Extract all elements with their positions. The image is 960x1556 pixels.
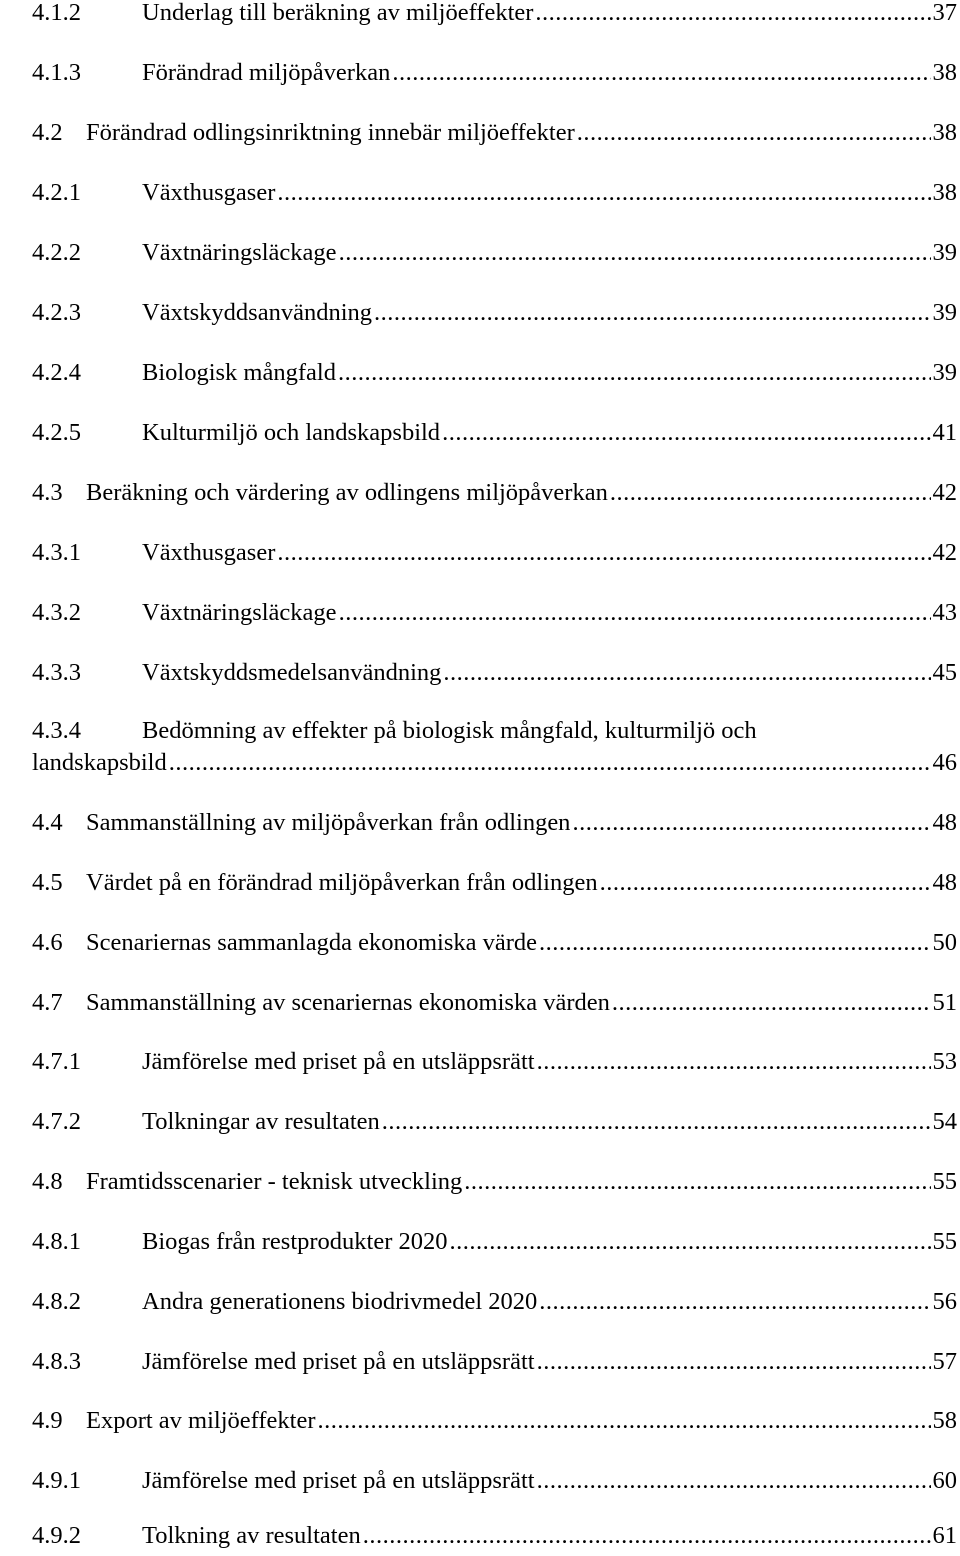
- toc-title: Export av miljöeffekter: [86, 1407, 316, 1434]
- toc-number: 4.9: [32, 1407, 63, 1434]
- toc-entry-4-8-3[interactable]: [0, 1344, 960, 1380]
- toc-leader: [610, 475, 931, 511]
- toc-number: 4.2.3: [32, 299, 81, 326]
- toc-leader: [572, 805, 930, 841]
- toc-leader: [612, 985, 931, 1021]
- toc-page-number: 51: [932, 989, 957, 1016]
- toc-page-number: 39: [932, 359, 957, 386]
- toc-title: Sammanställning av scenariernas ekonomiska värden: [86, 989, 610, 1016]
- toc-page-number: 38: [932, 179, 957, 206]
- toc-title: Jämförelse med priset på en utsläppsrätt: [142, 1348, 535, 1375]
- toc-leader: [537, 1463, 931, 1499]
- toc-title: Växtnäringsläckage: [142, 599, 337, 626]
- toc-leader: [374, 295, 931, 331]
- toc-title: Förändrad odlingsinriktning innebär miljöeffekter: [86, 119, 575, 146]
- toc-leader: [277, 535, 930, 571]
- toc-number: 4.7: [32, 989, 63, 1016]
- toc-number: 4.4: [32, 809, 63, 836]
- toc-entry-4-9-1[interactable]: [0, 1463, 960, 1499]
- toc-number: 4.8.1: [32, 1228, 81, 1255]
- toc-leader: [363, 1518, 931, 1554]
- toc-title: Kulturmiljö och landskapsbild: [142, 419, 441, 446]
- toc-leader: [443, 655, 930, 691]
- toc-entry-4-2-1[interactable]: [0, 175, 960, 211]
- toc-entry-4-8-2[interactable]: [0, 1284, 960, 1320]
- toc-page-number: 46: [932, 749, 957, 776]
- toc-entry-4-7-1[interactable]: [0, 1044, 960, 1080]
- toc-number: 4.2.1: [32, 179, 81, 206]
- toc-entry-4-2-5[interactable]: [0, 415, 960, 451]
- toc-title: Andra generationens biodrivmedel 2020: [142, 1288, 538, 1315]
- toc-entry-4-9-2[interactable]: [0, 1518, 960, 1554]
- toc-entry-4-7-2[interactable]: [0, 1104, 960, 1140]
- toc-number: 4.5: [32, 869, 63, 896]
- toc-number: 4.9.1: [32, 1467, 81, 1494]
- toc-page-number: 48: [932, 869, 957, 896]
- toc-number: 4.6: [32, 929, 63, 956]
- toc-page-number: 57: [932, 1348, 957, 1375]
- toc-entry-4-3-1[interactable]: [0, 535, 960, 571]
- toc-page-number: 39: [932, 299, 957, 326]
- toc-number: 4.2: [32, 119, 63, 146]
- toc-leader: [464, 1164, 930, 1200]
- toc-title: Jämförelse med priset på en utsläppsrätt: [142, 1467, 535, 1494]
- toc-page-number: 58: [932, 1407, 957, 1434]
- toc-page-number: 48: [932, 809, 957, 836]
- toc-entry-4-5[interactable]: [0, 865, 960, 901]
- toc-title: Jämförelse med priset på en utsläppsrätt: [142, 1048, 535, 1075]
- toc-leader: [535, 0, 930, 31]
- toc-page-number: 37: [932, 0, 957, 26]
- toc-leader: [339, 235, 931, 271]
- toc-leader: [169, 745, 931, 781]
- toc-page-number: 43: [932, 599, 957, 626]
- toc-leader: [600, 865, 931, 901]
- toc-page-number: 61: [932, 1522, 957, 1549]
- toc-number: 4.2.2: [32, 239, 81, 266]
- toc-page-number: 38: [932, 59, 957, 86]
- toc-leader: [277, 175, 930, 211]
- toc-leader: [442, 415, 930, 451]
- toc-title: Sammanställning av miljöpåverkan från odlingen: [86, 809, 571, 836]
- toc-title: Tolkningar av resultaten: [142, 1108, 380, 1135]
- toc-title: Underlag till beräkning av miljöeffekter: [142, 0, 534, 26]
- toc-entry-4-1-2[interactable]: [0, 0, 960, 31]
- toc-number: 4.8.3: [32, 1348, 81, 1375]
- toc-entry-4-2-2[interactable]: [0, 235, 960, 271]
- toc-number: 4.2.5: [32, 419, 81, 446]
- toc-title: Tolkning av resultaten: [142, 1522, 361, 1549]
- toc-leader: [539, 925, 930, 961]
- toc-leader: [338, 355, 931, 391]
- toc-title: Biologisk mångfald: [142, 359, 336, 386]
- toc-entry-4-2-3[interactable]: [0, 295, 960, 331]
- toc-number: 4.7.2: [32, 1108, 81, 1135]
- toc-title: Biogas från restprodukter 2020: [142, 1228, 448, 1255]
- toc-number: 4.3.2: [32, 599, 81, 626]
- toc-number: 4.1.2: [32, 0, 81, 26]
- toc-title: Förändrad miljöpåverkan: [142, 59, 391, 86]
- toc-title: Växtskyddsanvändning: [142, 299, 372, 326]
- toc-title: Värdet på en förändrad miljöpåverkan från odlingen: [86, 869, 598, 896]
- toc-number: 4.9.2: [32, 1522, 81, 1549]
- toc-entry-4-3-3[interactable]: [0, 655, 960, 691]
- toc-title-line1: Bedömning av effekter på biologisk mångfald, kulturmiljö och: [142, 717, 757, 744]
- toc-page-number: 56: [932, 1288, 957, 1315]
- toc-number: 4.3: [32, 479, 63, 506]
- toc-number: 4.7.1: [32, 1048, 81, 1075]
- toc-entry-4-4[interactable]: [0, 805, 960, 841]
- toc-number: 4.1.3: [32, 59, 81, 86]
- toc-leader: [382, 1104, 931, 1140]
- toc-title: Växthusgaser: [142, 179, 276, 206]
- toc-number: 4.3.4: [32, 717, 81, 744]
- toc-page-number: 39: [932, 239, 957, 266]
- toc-entry-4-6[interactable]: [0, 925, 960, 961]
- toc-entry-4-1-3[interactable]: [0, 55, 960, 91]
- toc-title-line2: landskapsbild: [32, 749, 167, 776]
- toc-entry-4-2-4[interactable]: [0, 355, 960, 391]
- toc-leader: [392, 55, 930, 91]
- toc-page-number: 42: [932, 479, 957, 506]
- toc-page-number: 53: [932, 1048, 957, 1075]
- toc-entry-4-8[interactable]: [0, 1164, 960, 1200]
- toc-entry-4-8-1[interactable]: [0, 1224, 960, 1260]
- toc-entry-4-2[interactable]: [0, 115, 960, 151]
- toc-title: Scenariernas sammanlagda ekonomiska värde: [86, 929, 538, 956]
- toc-page-number: 55: [932, 1168, 957, 1195]
- toc-title: Framtidsscenarier - teknisk utveckling: [86, 1168, 463, 1195]
- toc-page-number: 41: [932, 419, 957, 446]
- toc-number: 4.3.3: [32, 659, 81, 686]
- toc-page-number: 42: [932, 539, 957, 566]
- toc-number: 4.2.4: [32, 359, 81, 386]
- toc-leader: [450, 1224, 931, 1260]
- toc-entry-4-3-4[interactable]: [0, 713, 960, 785]
- toc-leader: [339, 595, 931, 631]
- toc-page-number: 45: [932, 659, 957, 686]
- toc-entry-4-7[interactable]: [0, 985, 960, 1021]
- toc-page-number: 60: [932, 1467, 957, 1494]
- toc-number: 4.8: [32, 1168, 63, 1195]
- toc-title: Växtnäringsläckage: [142, 239, 337, 266]
- toc-page-number: 38: [932, 119, 957, 146]
- toc-page-number: 55: [932, 1228, 957, 1255]
- toc-number: 4.8.2: [32, 1288, 81, 1315]
- toc-title: Växtskyddsmedelsanvändning: [142, 659, 442, 686]
- toc-title: Växthusgaser: [142, 539, 276, 566]
- toc-title: Beräkning och värdering av odlingens miljöpåverkan: [86, 479, 608, 506]
- toc-entry-4-9[interactable]: [0, 1403, 960, 1439]
- toc-leader: [539, 1284, 930, 1320]
- toc-entry-4-3[interactable]: [0, 475, 960, 511]
- toc-entry-4-3-2[interactable]: [0, 595, 960, 631]
- toc-page-number: 50: [932, 929, 957, 956]
- toc-page-number: 54: [932, 1108, 957, 1135]
- toc-leader: [537, 1344, 931, 1380]
- toc-leader: [577, 115, 931, 151]
- toc-leader: [318, 1403, 931, 1439]
- toc-number: 4.3.1: [32, 539, 81, 566]
- toc-leader: [537, 1044, 931, 1080]
